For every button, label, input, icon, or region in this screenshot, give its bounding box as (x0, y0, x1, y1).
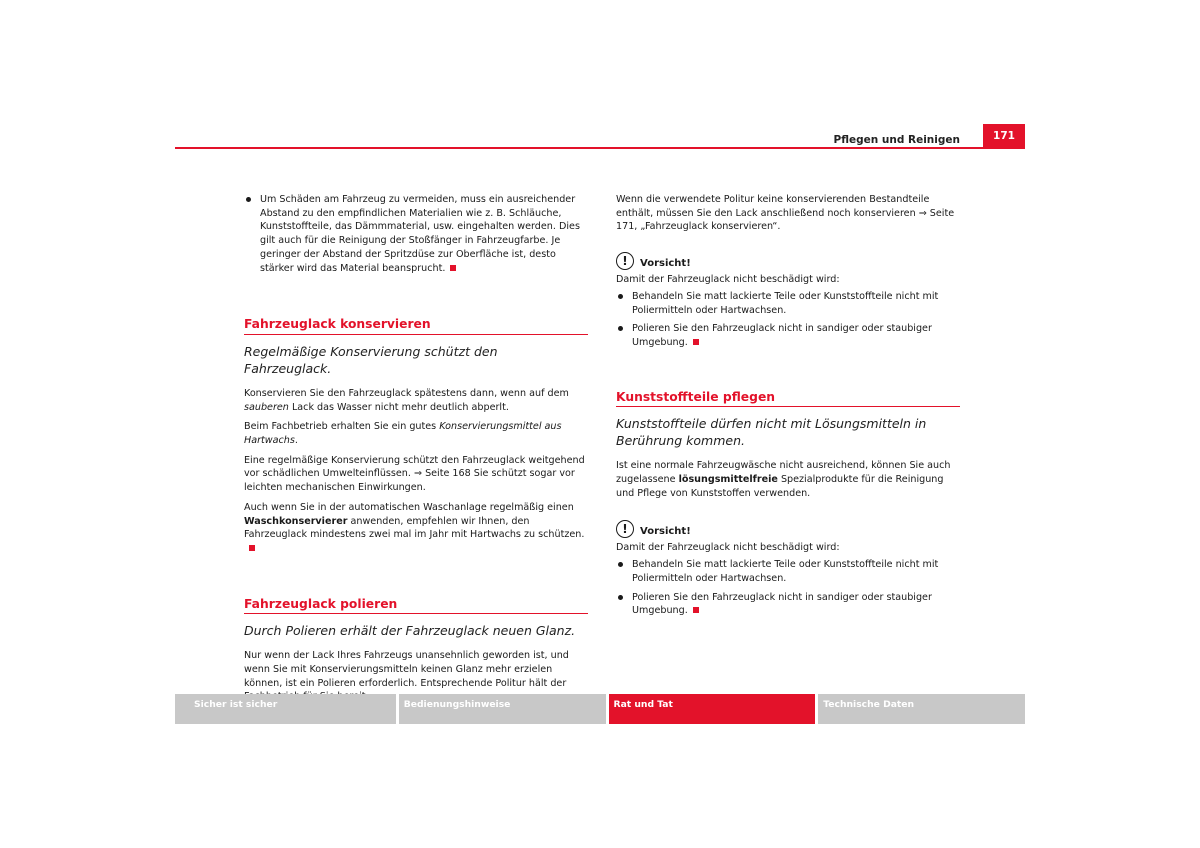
exclamation-circle-icon: ! (616, 520, 634, 538)
section-heading-kunststoffteile: Kunststoffteile pflegen (616, 391, 960, 408)
paragraph: Eine regelmäßige Konservierung schützt den Fahrzeuglack weitgehend vor schädlichen Umwelteinflüssen. ⇒ Seite 168 Sie schützt sogar vor leichten mechanischen Einwirkungen. (244, 454, 585, 494)
caution-title: Vorsicht! (640, 258, 691, 270)
section-heading-konservieren: Fahrzeuglack konservieren (244, 318, 588, 335)
caution-text: Damit der Fahrzeuglack nicht beschädigt wird: (616, 542, 840, 554)
tab-rat-und-tat[interactable]: Rat und Tat (609, 694, 816, 724)
caution-title: Vorsicht! (640, 526, 691, 538)
footer-tabs (175, 694, 1025, 724)
paragraph: Konservieren Sie den Fahrzeuglack spätestens dann, wenn auf dem sauberen Lack das Wasser nicht mehr deutlich abperlt. (244, 387, 569, 413)
tab-bedienungshinweise[interactable]: Bedienungshinweise (399, 694, 606, 724)
caution-header (616, 252, 960, 270)
section-end-marker (249, 545, 255, 551)
header-rule (175, 147, 1025, 149)
section-lead-kunststoffteile: Kunststoffteile dürfen nicht mit Lösungsmitteln in Berührung kommen. (616, 416, 927, 449)
caution-bullet: Polieren Sie den Fahrzeuglack nicht in sandiger oder staubiger Umgebung. (616, 322, 960, 349)
intro-bullet: Um Schäden am Fahrzeug zu vermeiden, muss ein ausreichender Abstand zu den empfindlichen Materialien wie z. B. Schläuche, Kunststoffteile, das Dämmmaterial, usw. eingehalten werden. Dies gilt auch für die Reinigung der Stoßfänger in Fahrzeugfarbe. Je geringer der Abstand der Spritzdüse zur Oberfläche ist, desto stärker wird das Material beansprucht. (244, 193, 588, 275)
paragraph: Wenn die verwendete Politur keine konservierenden Bestandteile enthält, müssen Sie den Lack anschließend noch konservieren ⇒ Seite 171, „Fahrzeuglack konservieren“. (616, 194, 955, 233)
section-end-marker (693, 339, 699, 345)
tab-technische-daten[interactable]: Technische Daten (818, 694, 1025, 724)
left-column (244, 193, 588, 710)
section-heading-polieren: Fahrzeuglack polieren (244, 598, 588, 615)
caution-bullet: Polieren Sie den Fahrzeuglack nicht in sandiger oder staubiger Umgebung. (616, 591, 960, 618)
section-end-marker (693, 607, 699, 613)
paragraph: Ist eine normale Fahrzeugwäsche nicht ausreichend, können Sie auch zugelassene lösungsmittelfreie Spezialprodukte für die Reinigung und Pflege von Kunststoffen verwenden. (616, 460, 951, 499)
section-lead-konservieren: Regelmäßige Konservierung schützt den Fahrzeuglack. (244, 343, 498, 376)
page-number: 171 (983, 124, 1025, 148)
tab-sicher-ist-sicher[interactable]: Sicher ist sicher (175, 694, 396, 724)
caution-header (616, 520, 960, 538)
right-column (616, 193, 960, 623)
caution-bullet: Behandeln Sie matt lackierte Teile oder Kunststoffteile nicht mit Poliermitteln oder Hartwachsen. (616, 558, 960, 585)
section-lead-polieren: Durch Polieren erhält der Fahrzeuglack neuen Glanz. (244, 623, 576, 639)
caution-bullet: Behandeln Sie matt lackierte Teile oder Kunststoffteile nicht mit Poliermitteln oder Hartwachsen. (616, 290, 960, 317)
page-header-title: Pflegen und Reinigen (833, 134, 960, 146)
paragraph: Beim Fachbetrieb erhalten Sie ein gutes Konservierungsmittel aus Hartwachs. (244, 421, 562, 447)
exclamation-circle-icon: ! (616, 252, 634, 270)
paragraph: Auch wenn Sie in der automatischen Waschanlage regelmäßig einen Waschkonservierer anwenden, empfehlen wir Ihnen, den Fahrzeuglack mindestens zwei mal im Jahr mit Hartwachs zu schützen. (244, 501, 588, 556)
section-end-marker (450, 265, 456, 271)
caution-text: Damit der Fahrzeuglack nicht beschädigt wird: (616, 274, 840, 286)
paragraph: Nur wenn der Lack Ihres Fahrzeugs unansehnlich geworden ist, und wenn Sie mit Konservierungsmitteln keinen Glanz mehr erzielen können, ist ein Polieren erforderlich. Entsprechende Politur hält der (244, 650, 569, 689)
